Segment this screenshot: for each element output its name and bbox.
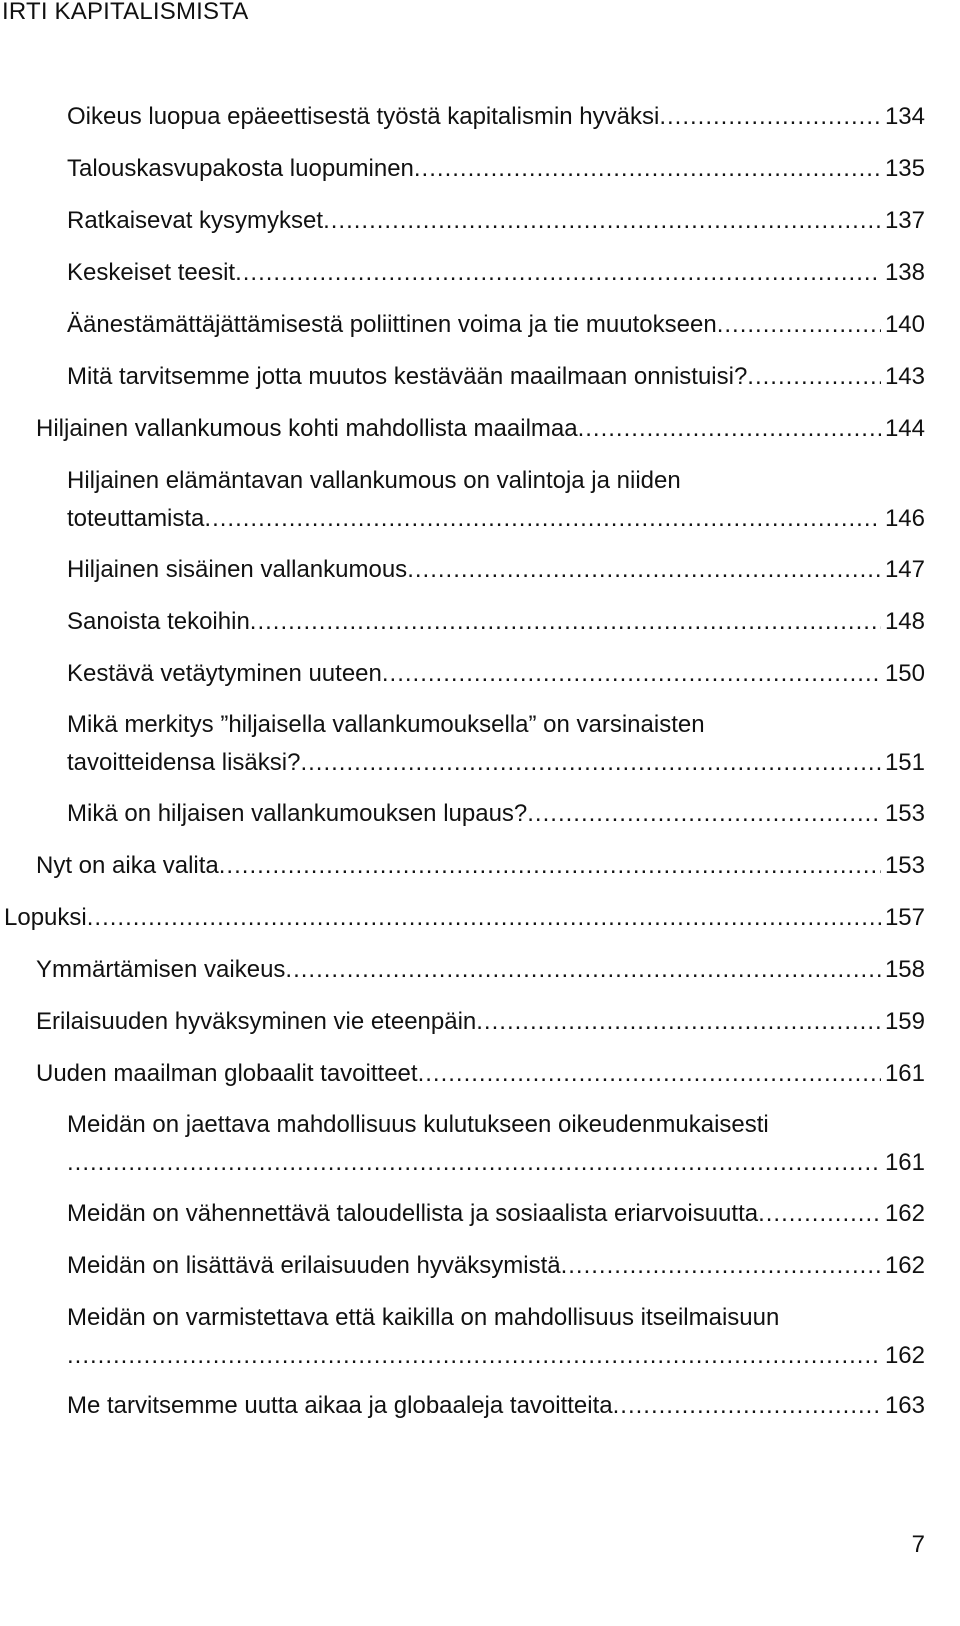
toc-page-number: 157: [884, 904, 925, 931]
page-number: 7: [911, 1531, 925, 1558]
toc-entry[interactable]: [67, 1247, 925, 1285]
toc-entry[interactable]: [36, 1055, 925, 1093]
toc-entry-title-line: Hiljainen elämäntavan vallankumous on valintoja ja niiden: [67, 467, 681, 494]
toc-entry[interactable]: [67, 202, 925, 240]
toc-page-number: 134: [884, 103, 925, 130]
toc-entry-title: Nyt on aika valita: [36, 852, 219, 879]
toc-page-number: 135: [884, 155, 925, 182]
toc-entry-title: Meidän on lisättävä erilaisuuden hyväksymistä: [67, 1252, 561, 1279]
toc-page-number: 158: [884, 956, 925, 983]
toc-leader-dots: [235, 254, 881, 292]
toc-page-number: 147: [884, 556, 925, 583]
toc-leader-dots: [382, 655, 881, 693]
toc-entry-title-line: Mikä merkitys ”hiljaisella vallankumouksella” on varsinaisten: [67, 711, 705, 738]
toc-page-number: 162: [884, 1342, 925, 1369]
toc-page-number: 140: [884, 311, 925, 338]
toc-leader-dots: [476, 1003, 881, 1041]
toc-entry[interactable]: [36, 847, 925, 885]
toc-leader-dots: [219, 847, 881, 885]
toc-page-number: 144: [884, 415, 925, 442]
toc-leader-dots: [414, 150, 881, 188]
toc-entry-title: Oikeus luopua epäeettisestä työstä kapitalismin hyväksi: [67, 103, 660, 130]
toc-leader-dots: [758, 1195, 881, 1233]
toc-leader-dots: [717, 306, 881, 344]
toc-entry-title: Mitä tarvitsemme jotta muutos kestävään maailmaan onnistuisi?: [67, 363, 748, 390]
toc-leader-dots: [67, 1337, 881, 1375]
toc-leader-dots: [323, 202, 881, 240]
toc-leader-dots: [747, 358, 881, 396]
toc-entry-title: Lopuksi: [4, 904, 87, 931]
toc-entry[interactable]: [36, 1003, 925, 1041]
toc-page-number: 159: [884, 1008, 925, 1035]
toc-leader-dots: [613, 1387, 881, 1425]
toc-entry-title: Me tarvitsemme uutta aikaa ja globaaleja tavoitteita: [67, 1392, 613, 1419]
toc-entry[interactable]: [67, 1195, 925, 1233]
toc-page-number: 146: [884, 505, 925, 532]
toc-page-number: 153: [884, 852, 925, 879]
toc-leader-dots: [250, 603, 881, 641]
toc-entry[interactable]: [4, 899, 925, 937]
toc-page-number: 151: [884, 749, 925, 776]
toc-entry[interactable]: [67, 254, 925, 292]
toc-entry[interactable]: [36, 410, 925, 448]
toc-page-number: 162: [884, 1200, 925, 1227]
toc-entry[interactable]: [67, 1387, 925, 1425]
toc-entry[interactable]: [67, 795, 925, 833]
toc-entry-title: Erilaisuuden hyväksyminen vie eteenpäin: [36, 1008, 477, 1035]
toc-entry[interactable]: [67, 706, 925, 782]
toc-entry-title: Hiljainen sisäinen vallankumous: [67, 556, 408, 583]
toc-entry-title: Hiljainen vallankumous kohti mahdollista maailmaa: [36, 415, 578, 442]
toc-page-number: 153: [884, 800, 925, 827]
toc-leader-dots: [561, 1247, 881, 1285]
toc-entry[interactable]: [67, 1106, 925, 1182]
toc-entry-title: Uuden maailman globaalit tavoitteet: [36, 1060, 418, 1087]
toc-page-number: 161: [884, 1060, 925, 1087]
toc-leader-dots: [418, 1055, 881, 1093]
toc-page-number: 162: [884, 1252, 925, 1279]
toc-entry[interactable]: [67, 306, 925, 344]
toc-entry-title: Kestävä vetäytyminen uuteen: [67, 660, 382, 687]
toc-entry-title: tavoitteidensa lisäksi?: [67, 749, 301, 776]
toc-entry-title: toteuttamista: [67, 505, 205, 532]
toc-leader-dots: [407, 551, 881, 589]
toc-entry-title-line: Meidän on jaettava mahdollisuus kulutukseen oikeudenmukaisesti: [67, 1111, 769, 1138]
toc-leader-dots: [578, 410, 881, 448]
toc-leader-dots: [659, 98, 881, 136]
toc-leader-dots: [67, 1144, 881, 1182]
toc-entry[interactable]: [36, 951, 925, 989]
toc-entry[interactable]: [67, 655, 925, 693]
toc-page-number: 150: [884, 660, 925, 687]
toc-entry-title: Äänestämättäjättämisestä poliittinen voima ja tie muutokseen: [67, 311, 717, 338]
toc-entry-title: Ratkaisevat kysymykset: [67, 207, 324, 234]
toc-leader-dots: [300, 744, 880, 782]
toc-entry-title: Mikä on hiljaisen vallankumouksen lupaus?: [67, 800, 528, 827]
toc-page-number: 138: [884, 259, 925, 286]
toc-leader-dots: [285, 951, 881, 989]
toc-leader-dots: [204, 500, 881, 538]
toc-leader-dots: [87, 899, 881, 937]
toc-entry-title: Ymmärtämisen vaikeus: [36, 956, 286, 983]
toc-page-number: 143: [884, 363, 925, 390]
toc-entry-title: Meidän on vähennettävä taloudellista ja sosiaalista eriarvoisuutta: [67, 1200, 759, 1227]
toc-entry-title: Keskeiset teesit: [67, 259, 236, 286]
toc-entry-title: Sanoista tekoihin: [67, 608, 250, 635]
toc-page-number: 161: [884, 1149, 925, 1176]
toc-entry[interactable]: [67, 462, 925, 538]
toc-entry[interactable]: [67, 551, 925, 589]
toc-entry[interactable]: [67, 98, 925, 136]
toc-leader-dots: [527, 795, 881, 833]
toc-entry[interactable]: [67, 150, 925, 188]
running-header: IRTI KAPITALISMISTA: [2, 0, 249, 25]
toc-entry-title: Talouskasvupakosta luopuminen: [67, 155, 414, 182]
toc-page-number: 137: [884, 207, 925, 234]
toc-page-number: 148: [884, 608, 925, 635]
toc-entry[interactable]: [67, 1299, 925, 1375]
toc-entry[interactable]: [67, 603, 925, 641]
toc-entry-title-line: Meidän on varmistettava että kaikilla on mahdollisuus itseilmaisuun: [67, 1304, 780, 1331]
toc-entry[interactable]: [67, 358, 925, 396]
toc-page-number: 163: [884, 1392, 925, 1419]
